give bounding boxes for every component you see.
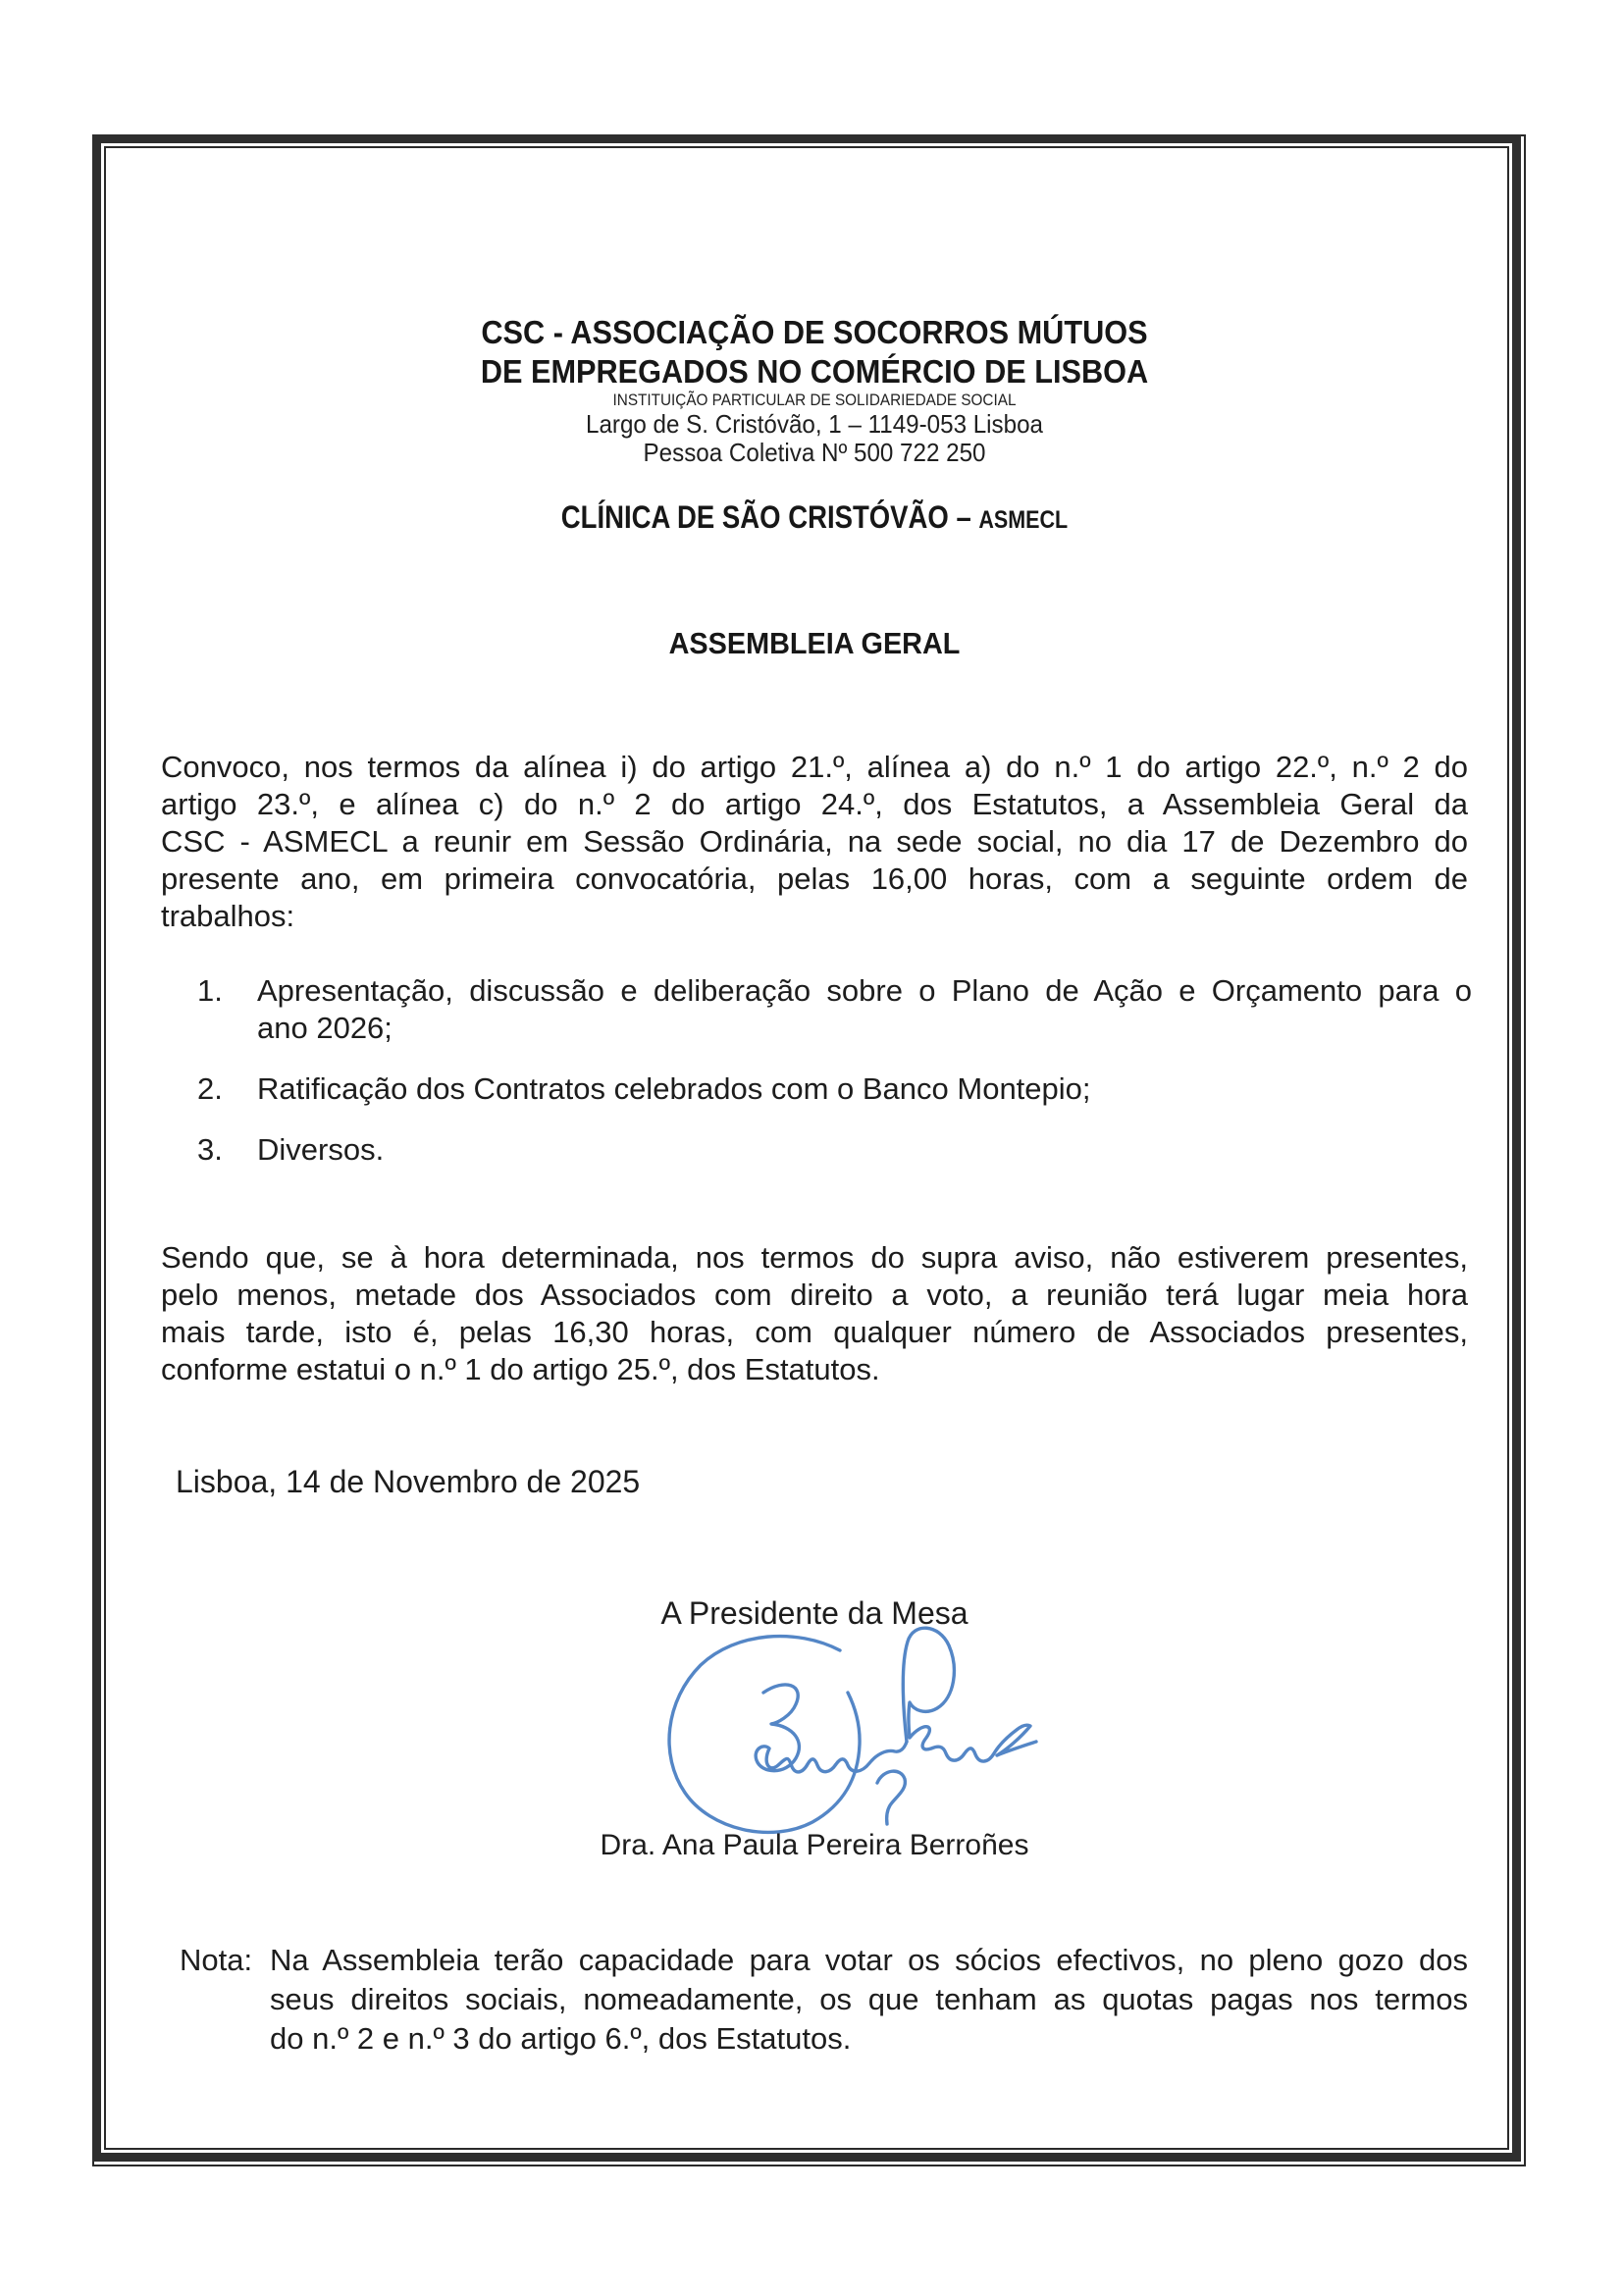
org-type: INSTITUIÇÃO PARTICULAR DE SOLIDARIEDADE SOCIAL <box>612 391 1017 409</box>
signature-role: A Presidente da Mesa <box>660 1595 969 1631</box>
agenda-list <box>161 972 1472 1169</box>
convocation-paragraph <box>161 749 1468 935</box>
note-text <box>270 1941 1468 2059</box>
paragraph-line: Sendo que, se à hora determinada, nos termos do supra aviso, não estiverem presentes, <box>161 1240 1468 1275</box>
signatory-name: Dra. Ana Paula Pereira Berroñes <box>600 1829 1029 1861</box>
note-line: do n.º 2 e n.º 3 do artigo 6.º, dos Estatutos. <box>270 2021 852 2056</box>
org-name-line1: CSC - ASSOCIAÇÃO DE SOCORROS MÚTUOS <box>481 314 1148 350</box>
org-name <box>207 313 1423 391</box>
clinic-name: CLÍNICA DE SÃO CRISTÓVÃO – <box>560 499 971 535</box>
signature-circle-stroke <box>669 1637 860 1833</box>
agenda-item-number: 3. <box>197 1132 223 1167</box>
signature-hook-stroke <box>877 1771 905 1824</box>
signature-initial-stroke <box>756 1685 907 1772</box>
paragraph-line: CSC - ASMECL a reunir em Sessão Ordinária, na sede social, no dia 17 de Dezembro do <box>161 824 1468 859</box>
agenda-item <box>161 972 1472 1047</box>
agenda-item-number: 1. <box>197 973 223 1008</box>
agenda-item-line: Diversos. <box>257 1132 385 1167</box>
page-title: ASSEMBLEIA GERAL <box>668 626 961 660</box>
signature-loop-stroke <box>903 1628 1036 1761</box>
note-line: seus direitos sociais, nomeadamente, os que tenham as quotas pagas nos termos <box>270 1982 1468 2016</box>
org-name-line2: DE EMPREGADOS NO COMÉRCIO DE LISBOA <box>480 353 1149 390</box>
paragraph-line: mais tarde, isto é, pelas 16,30 horas, com qualquer número de Associados presentes, <box>161 1315 1468 1349</box>
clinic-abbr: ASMECL <box>978 506 1069 534</box>
paragraph-line: artigo 23.º, e alínea c) do n.º 2 do artigo 24.º, dos Estatutos, a Assembleia Geral da <box>161 787 1468 821</box>
org-tax-id: Pessoa Coletiva Nº 500 722 250 <box>643 438 986 467</box>
certificate-frame <box>92 134 1526 2166</box>
frame-thin-border <box>104 146 1509 2150</box>
paragraph-line: trabalhos: <box>161 899 295 933</box>
paragraph-line: presente ano, em primeira convocatória, pelas 16,00 horas, com a seguinte ordem de <box>161 861 1468 896</box>
frame-thick-border <box>92 134 1521 2162</box>
clinic-title <box>252 498 1377 539</box>
letterhead <box>161 313 1468 467</box>
agenda-item-line: ano 2026; <box>257 1011 393 1045</box>
paragraph-line: conforme estatui o n.º 1 do artigo 25.º, dos Estatutos. <box>161 1352 880 1386</box>
date-line: Lisboa, 14 de Novembro de 2025 <box>176 1464 641 1499</box>
note-line: Na Assembleia terão capacidade para votar os sócios efectivos, no pleno gozo dos <box>270 1943 1468 1977</box>
paragraph-line: Convoco, nos termos da alínea i) do artigo 21.º, alínea a) do n.º 1 do artigo 22.º, n.º 2 do <box>161 750 1468 784</box>
agenda-item <box>161 1131 1468 1169</box>
note-label: Nota: <box>180 1943 253 1977</box>
agenda-item-number: 2. <box>197 1071 223 1106</box>
note-block <box>161 1941 1468 2059</box>
signature-ink <box>648 1618 1138 1839</box>
agenda-item-line: Apresentação, discussão e deliberação sobre o Plano de Ação e Orçamento para o <box>257 973 1472 1008</box>
agenda-item <box>161 1070 1468 1108</box>
quorum-paragraph <box>161 1239 1468 1388</box>
paragraph-line: pelo menos, metade dos Associados com direito a voto, a reunião terá lugar meia hora <box>161 1278 1468 1312</box>
org-address: Largo de S. Cristóvão, 1 – 1149-053 Lisboa <box>585 409 1043 439</box>
document-content <box>108 150 1505 2146</box>
agenda-item-line: Ratificação dos Contratos celebrados com o Banco Montepio; <box>257 1071 1091 1106</box>
